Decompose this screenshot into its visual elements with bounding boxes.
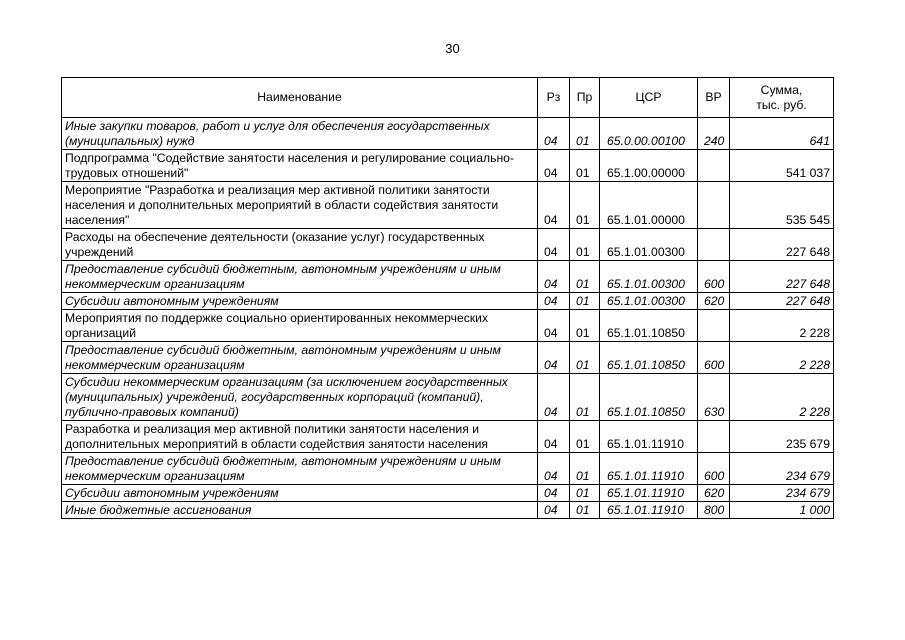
header-name: Наименование bbox=[62, 78, 538, 118]
row-csr: 65.1.00.00000 bbox=[600, 150, 698, 182]
budget-table bbox=[61, 77, 834, 519]
row-name: Иные закупки товаров, работ и услуг для обеспечения государственных (муниципальных) нужд bbox=[62, 118, 538, 150]
row-vr bbox=[698, 310, 730, 342]
header-vr: ВР bbox=[698, 78, 730, 118]
row-rz: 04 bbox=[538, 502, 570, 519]
row-csr: 65.1.01.11910 bbox=[600, 502, 698, 519]
row-vr: 240 bbox=[698, 118, 730, 150]
row-vr bbox=[698, 150, 730, 182]
row-pr: 01 bbox=[570, 118, 600, 150]
table-row bbox=[62, 118, 834, 150]
row-vr bbox=[698, 182, 730, 229]
row-sum: 535 545 bbox=[730, 182, 834, 229]
row-rz: 04 bbox=[538, 421, 570, 453]
row-rz: 04 bbox=[538, 182, 570, 229]
row-sum: 227 648 bbox=[730, 229, 834, 261]
row-pr: 01 bbox=[570, 261, 600, 293]
row-rz: 04 bbox=[538, 150, 570, 182]
row-sum: 2 228 bbox=[730, 374, 834, 421]
row-name: Предоставление субсидий бюджетным, автономным учреждениям и иным некоммерческим организациям bbox=[62, 453, 538, 485]
row-csr: 65.1.01.10850 bbox=[600, 310, 698, 342]
table-header-row bbox=[62, 78, 834, 118]
row-name: Мероприятия по поддержке социально ориентированных некоммерческих организаций bbox=[62, 310, 538, 342]
row-vr: 600 bbox=[698, 453, 730, 485]
row-sum: 234 679 bbox=[730, 485, 834, 502]
row-rz: 04 bbox=[538, 229, 570, 261]
row-csr: 65.1.01.00300 bbox=[600, 261, 698, 293]
row-pr: 01 bbox=[570, 453, 600, 485]
row-name: Субсидии автономным учреждениям bbox=[62, 293, 538, 310]
row-pr: 01 bbox=[570, 310, 600, 342]
row-rz: 04 bbox=[538, 261, 570, 293]
row-sum: 235 679 bbox=[730, 421, 834, 453]
header-pr: Пр bbox=[570, 78, 600, 118]
table-row bbox=[62, 502, 834, 519]
row-name: Иные бюджетные ассигнования bbox=[62, 502, 538, 519]
row-vr bbox=[698, 421, 730, 453]
row-csr: 65.1.01.11910 bbox=[600, 421, 698, 453]
row-rz: 04 bbox=[538, 118, 570, 150]
header-sum bbox=[730, 78, 834, 118]
row-vr: 630 bbox=[698, 374, 730, 421]
row-csr: 65.1.01.10850 bbox=[600, 374, 698, 421]
row-sum: 234 679 bbox=[730, 453, 834, 485]
header-csr: ЦСР bbox=[600, 78, 698, 118]
row-pr: 01 bbox=[570, 502, 600, 519]
row-csr: 65.1.01.00300 bbox=[600, 229, 698, 261]
row-rz: 04 bbox=[538, 485, 570, 502]
table-row bbox=[62, 150, 834, 182]
table-row bbox=[62, 310, 834, 342]
table-row bbox=[62, 374, 834, 421]
row-sum: 227 648 bbox=[730, 293, 834, 310]
row-csr: 65.1.01.00000 bbox=[600, 182, 698, 229]
table-row bbox=[62, 293, 834, 310]
row-name: Подпрограмма "Содействие занятости населения и регулирование социально-трудовых отношений" bbox=[62, 150, 538, 182]
table-row bbox=[62, 453, 834, 485]
row-pr: 01 bbox=[570, 150, 600, 182]
row-csr: 65.1.01.11910 bbox=[600, 453, 698, 485]
table-row bbox=[62, 182, 834, 229]
row-rz: 04 bbox=[538, 293, 570, 310]
table-row bbox=[62, 261, 834, 293]
row-csr: 65.1.01.00300 bbox=[600, 293, 698, 310]
row-csr: 65.1.01.11910 bbox=[600, 485, 698, 502]
row-vr: 600 bbox=[698, 261, 730, 293]
row-name: Субсидии некоммерческим организациям (за исключением государственных (муниципальных) учреждений, государственных корпораций (компаний), публично-правовых компаний) bbox=[62, 374, 538, 421]
row-name: Предоставление субсидий бюджетным, автономным учреждениям и иным некоммерческим организациям bbox=[62, 261, 538, 293]
page-number: 30 bbox=[445, 41, 460, 56]
header-sum-line2: тыс. руб. bbox=[756, 97, 807, 112]
row-name: Субсидии автономным учреждениям bbox=[62, 485, 538, 502]
row-vr: 620 bbox=[698, 293, 730, 310]
row-vr bbox=[698, 229, 730, 261]
row-pr: 01 bbox=[570, 229, 600, 261]
row-rz: 04 bbox=[538, 374, 570, 421]
row-sum: 641 bbox=[730, 118, 834, 150]
row-pr: 01 bbox=[570, 374, 600, 421]
row-csr: 65.1.01.10850 bbox=[600, 342, 698, 374]
table-row bbox=[62, 421, 834, 453]
row-rz: 04 bbox=[538, 310, 570, 342]
row-sum: 227 648 bbox=[730, 261, 834, 293]
row-sum: 1 000 bbox=[730, 502, 834, 519]
row-vr: 600 bbox=[698, 342, 730, 374]
row-csr: 65.0.00.00100 bbox=[600, 118, 698, 150]
header-rz: Рз bbox=[538, 78, 570, 118]
row-name: Мероприятие "Разработка и реализация мер активной политики занятости населения и дополнительных мероприятий в области содействия занятости населения" bbox=[62, 182, 538, 229]
row-name: Разработка и реализация мер активной политики занятости населения и дополнительных мероприятий в области содействия занятости населения bbox=[62, 421, 538, 453]
row-pr: 01 bbox=[570, 485, 600, 502]
row-vr: 620 bbox=[698, 485, 730, 502]
row-pr: 01 bbox=[570, 342, 600, 374]
table-row bbox=[62, 342, 834, 374]
row-rz: 04 bbox=[538, 453, 570, 485]
row-sum: 2 228 bbox=[730, 342, 834, 374]
row-name: Предоставление субсидий бюджетным, автономным учреждениям и иным некоммерческим организациям bbox=[62, 342, 538, 374]
row-pr: 01 bbox=[570, 293, 600, 310]
table-row bbox=[62, 229, 834, 261]
row-pr: 01 bbox=[570, 182, 600, 229]
row-pr: 01 bbox=[570, 421, 600, 453]
header-sum-line1: Сумма, bbox=[760, 82, 803, 97]
row-name: Расходы на обеспечение деятельности (оказание услуг) государственных учреждений bbox=[62, 229, 538, 261]
row-sum: 2 228 bbox=[730, 310, 834, 342]
row-vr: 800 bbox=[698, 502, 730, 519]
table-row bbox=[62, 485, 834, 502]
row-rz: 04 bbox=[538, 342, 570, 374]
row-sum: 541 037 bbox=[730, 150, 834, 182]
